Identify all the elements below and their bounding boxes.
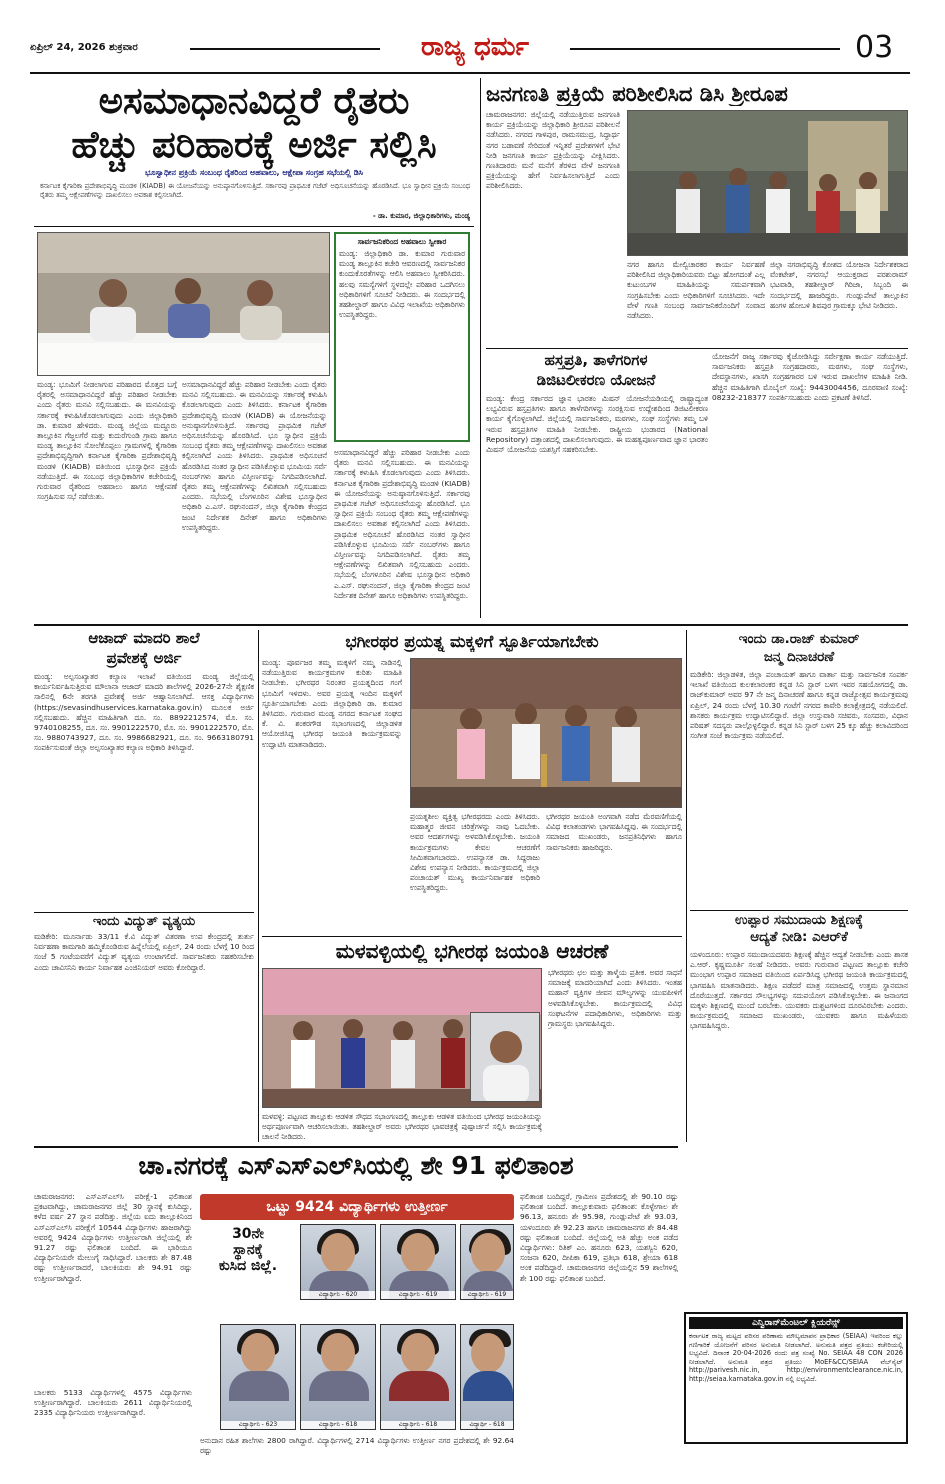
power-headline: ಇಂದು ವಿದ್ಯುತ್ ವ್ಯತ್ಯಯ [34, 912, 254, 930]
lead-headline-line-1: ಅಸಮಾಧಾನವಿದ್ದರೆ ರೈತರು [98, 79, 410, 122]
ad-text: ಕರ್ನಾಟಕ ರಾಜ್ಯ ಮಟ್ಟದ ಪರಿಸರ ಪರಿಣಾಮ ಮೌಲ್ಯಮಾಪನ ಪ್ರಾಧಿಕಾರ (SEIAA) ಇವರಿಂದ ಕಲ್ಲು ಗಣಿಗಾರಿಕೆ ಯೋಜನೆಗೆ ಪರಿಸರ ಅನುಮತಿ ನೀಡಲಾಗಿದೆ. ಅನುಮತಿ ಪತ್ರದ ಪ್ರತಿಯು ಕಚೇರಿಯಲ್ಲಿ ಲಭ್ಯವಿದೆ. ದಿನಾಂಕ 20-04-2026 ರಂದು ಪತ್ರ ಸಂಖ್ಯೆ No. SEIAA 48 CON 2026 ನೀಡಲಾಗಿದೆ. ಅನುಮತಿ ಪತ್ರದ ಪ್ರತಿಯು MoEF&CC/SEIAA ವೆಬ್‌ಸೈಟ್ http://parivesh.nic.in, http://environmentclearance.nic.in, http://seiaa.karnataka.gov.in ನಲ್ಲಿ ಲಭ್ಯವಿದೆ. [689, 1332, 903, 1383]
sslc-col-1b: ಬಾಲಕರು 5133 ವಿದ್ಯಾರ್ಥಿಗಳಲ್ಲಿ 4575 ವಿದ್ಯಾರ್ಥಿಗಳು ಉತ್ತೀರ್ಣರಾಗಿದ್ದಾರೆ. ಬಾಲಕಿಯರು 2611 ವಿದ್ಯಾರ್ಥಿನಿಯರಲ್ಲಿ 2335 ವಿದ್ಯಾರ್ಥಿನಿಯರು ಉತ್ತೀರ್ಣರಾಗಿದ್ದಾರೆ. [34, 1388, 192, 1418]
census-photo [627, 110, 908, 256]
sslc-rank-line-1: 30ನೇ [232, 1226, 264, 1242]
header-rule-left [190, 48, 380, 50]
student-photo: ವಿದ್ಯಾರ್ಥಿ - 618 [460, 1324, 514, 1430]
azad-divider [258, 630, 259, 1142]
lead-subhead: ಭೂಸ್ವಾಧೀನ ಪ್ರಕ್ರಿಯೆ ಸಂಬಂಧ ರೈತರಿಂದ ಅಹವಾಲು, ಆಕ್ಷೇಪಾ ಸಂಗ್ರಹ ಸಭೆಯಲ್ಲಿ ಡಿಸಿ [144, 168, 364, 177]
sslc-bottom-note: ಅನುದಾನ ರಹಿತ ಶಾಲೆಗಳು 2800 ರಾಗಿದ್ದಾರೆ. ವಿದ್ಯಾರ್ಥಿಗಳಲ್ಲಿ 2714 ವಿದ್ಯಾರ್ಥಿಗಳು ಉತ್ತೀರ್ಣ ನಗರ ಪ್ರದೇಶದಲ್ಲಿ ಶೇ 92.64 ರಷ್ಟು [200, 1436, 514, 1456]
sidebar-box-title: ಸಾರ್ವಜನಿಕರಿಂದ ಅಹವಾಲು ಸ್ವೀಕಾರ [357, 237, 447, 246]
lead-col-3: ಅಸಮಾಧಾನವಿದ್ದರೆ ಹೆಚ್ಚು ಪರಿಹಾರ ನೀಡಬೇಕು ಎಂದು ರೈತರು ಮನವಿ ಸಲ್ಲಿಸಬಹುದು. ಈ ಮನವಿಯನ್ನು ಸರ್ಕಾರಕ್ಕೆ ಕಳುಹಿಸಿ ಕೊಡಲಾಗುವುದು ಎಂದು ತಿಳಿಸಿದರು. ಕರ್ನಾಟಕ ಕೈಗಾರಿಕಾ ಪ್ರದೇಶಾಭಿವೃದ್ಧಿ ಮಂಡಳಿ (KIADB) ಈ ಯೋಜನೆಯನ್ನು ಅನುಷ್ಠಾನಗೊಳಿಸುತ್ತಿದೆ. ಸರ್ಕಾರವು ಪ್ರಾಥಮಿಕ ಗಜೆಟ್ ಅಧಿಸೂಚನೆಯನ್ನು ಹೊರಡಿಸಿದೆ. ಭೂ ಸ್ವಾಧೀನ ಪ್ರಕ್ರಿಯೆ ಸಂಬಂಧ ರೈತರು ತಮ್ಮ ಆಕ್ಷೇಪಣೆಗಳನ್ನು ದಾಖಲಿಸಲು ಅವಕಾಶ ಕಲ್ಪಿಸಲಾಗಿದೆ ಎಂದು ತಿಳಿಸಿದರು. ಪ್ರಾಥಮಿಕ ಅಧಿಸೂಚನೆ ಹೊರಡಿಸಿದ ನಂತರ ಸ್ವಾಧೀನ ಪಡಿಸಿಕೊಳ್ಳುವ ಭೂಮಿಯ ಸರ್ವೆ ನಂಬರ್‌ಗಳು ಹಾಗೂ ವಿಸ್ತೀರ್ಣವನ್ನು ನಿಗದಿಪಡಿಸಲಾಗಿದೆ. ರೈತರು ತಮ್ಮ ಆಕ್ಷೇಪಣೆಗಳನ್ನು ಲಿಖಿತವಾಗಿ ಸಲ್ಲಿಸಬಹುದು ಎಂದರು. ಸಭೆಯಲ್ಲಿ ಬೆಂಗಳೂರಿನ ವಿಶೇಷ ಭೂಸ್ವಾಧೀನ ಅಧಿಕಾರಿ ಎ.ಎಸ್. ರಘುನಂದನ್, ಜಿಲ್ಲಾ ಕೈಗಾರಿಕಾ ಕೇಂದ್ರದ ಜಂಟಿ ನಿರ್ದೇಶಕ ದಿನೇಶ್ ಹಾಗೂ ಅಧಿಕಾರಿಗಳು ಉಪಸ್ಥಿತರಿದ್ದರು. [334, 448, 470, 600]
sslc-rank-line-2: ಸ್ಥಾನಕ್ಕೆ [233, 1242, 263, 1258]
right-column-divider [686, 630, 687, 1142]
azad-text: ಮಂಡ್ಯ: ಅಲ್ಪಸಂಖ್ಯಾತರ ಕಲ್ಯಾಣ ಇಲಾಖೆ ವತಿಯಿಂದ ಮಂಡ್ಯ ಜಿಲ್ಲೆಯಲ್ಲಿ ಕಾರ್ಯನಿರ್ವಹಿಸುತ್ತಿರುವ ಮೌಲಾನಾ ಆಜಾದ್ ಮಾದರಿ ಶಾಲೆಗಳಲ್ಲಿ 2026-27ನೇ ಶೈಕ್ಷಣಿಕ ಸಾಲಿನಲ್ಲಿ 6ನೇ ತರಗತಿ ಪ್ರವೇಶಕ್ಕೆ ಅರ್ಜಿ ಆಹ್ವಾನಿಸಲಾಗಿದೆ. ಆಸಕ್ತ ವಿದ್ಯಾರ್ಥಿಗಳು (https://sevasindhuservices.karnataka.gov.in) ಮೂಲಕ ಅರ್ಜಿ ಸಲ್ಲಿಸಬಹುದು. ಹೆಚ್ಚಿನ ಮಾಹಿತಿಗಾಗಿ ದೂ. ಸಂ. 8892212574, ಮೊ. ಸಂ. 9740108255, ದೂ. ಸಂ. 9901222570, ಮೊ. ಸಂ. 9901222570, ಮೊ. ಸಂ. 9880743927, ದೂ. ಸಂ. 9986682921, ದೂ. ಸಂ. 9663180791 ಸಂಪರ್ಕಿಸುವಂತೆ ಜಿಲ್ಲಾ ಅಲ್ಪಸಂಖ್ಯಾತರ ಕಲ್ಯಾಣ ಅಧಿಕಾರಿ ತಿಳಿಸಿದ್ದಾರೆ. [34, 672, 254, 753]
malavalli-inset-illustration [471, 1013, 540, 1102]
sslc-student-grid [200, 1224, 514, 1434]
uppara-headline-1: ಉಪ್ಪಾರ ಸಮುದಾಯ ಶಿಕ್ಷಣಕ್ಕೆ [690, 910, 908, 929]
bhagiratha-col-1: ಮಂಡ್ಯ: ಪೂರ್ವಜರ ತಮ್ಮ ಮಕ್ಕಳಿಗೆ ನಮ್ಮ ನಾಡಿನಲ್ಲಿ ನಡೆಯುತ್ತಿರುವ ಕಾರ್ಯಕ್ರಮಗಳ ಕುರಿತು ಮಾಹಿತಿ ನೀಡಬೇಕು. ಭಗೀರಥರ ನಿರಂತರ ಪ್ರಯತ್ನದಿಂದ ಗಂಗೆ ಭೂಮಿಗೆ ಇಳಿದಳು. ಅವರ ಪ್ರಯತ್ನ ಇಂದಿನ ಮಕ್ಕಳಿಗೆ ಸ್ಫೂರ್ತಿಯಾಗಬೇಕು ಎಂದು ಜಿಲ್ಲಾಧಿಕಾರಿ ಡಾ. ಕುಮಾರ ತಿಳಿಸಿದರು. ಗುರುವಾರ ಮಂಡ್ಯ ನಗರದ ಕರ್ನಾಟಕ ಸಂಘದ ಕೆ. ವಿ. ಶಂಕರಗೌಡ ಸಭಾಂಗಣದಲ್ಲಿ ಜಿಲ್ಲಾಡಳಿತ ಆಯೋಜಿಸಿದ್ದ ಭಗೀರಥ ಜಯಂತಿ ಕಾರ್ಯಕ್ರಮವನ್ನು ಉದ್ಘಾಟಿಸಿ ಮಾತನಾಡಿದರು. [262, 658, 402, 749]
student-photo: ವಿದ್ಯಾರ್ಥಿನಿ - 618 [380, 1324, 456, 1430]
page-number: 03 [855, 30, 894, 65]
header-rule-right [570, 48, 840, 50]
lead-quote: ಕರ್ನಾಟಕ ಕೈಗಾರಿಕಾ ಪ್ರದೇಶಾಭಿವೃದ್ಧಿ ಮಂಡಳಿ (KIADB) ಈ ಯೋಜನೆಯನ್ನು ಅನುಷ್ಠಾನಗೊಳಿಸುತ್ತಿದೆ. ಸರ್ಕಾರವು ಪ್ರಾಥಮಿಕ ಗಜೆಟ್ ಅಧಿಸೂಚನೆಯನ್ನು ಹೊರಡಿಸಿದೆ. ಭೂ ಸ್ವಾಧೀನ ಪ್ರಕ್ರಿಯೆ ಸಂಬಂಧ ರೈತರು ತಮ್ಮ ಆಕ್ಷೇಪಣೆಗಳನ್ನು ದಾಖಲಿಸಲು ಅವಕಾಶ ಕಲ್ಪಿಸಲಾಗಿದೆ. [40, 182, 470, 199]
rajkumar-headline-1: ಇಂದು ಡಾ.ರಾಜ್ ಕುಮಾರ್ [738, 631, 860, 647]
student-photo: ವಿದ್ಯಾರ್ಥಿನಿ - 623 [220, 1324, 296, 1430]
census-illustration [628, 111, 908, 256]
malavalli-inset-photo [470, 1012, 540, 1102]
census-bottom-rule [486, 348, 908, 349]
azad-headline-1: ಆಜಾದ್ ಮಾದರಿ ಶಾಲೆ [88, 629, 200, 647]
lead-headline-line-2: ಹೆಚ್ಚು ಪರಿಹಾರಕ್ಕೆ ಅರ್ಜಿ ಸಲ್ಲಿಸಿ [71, 123, 437, 166]
malavalli-headline: ಮಳವಳ್ಳಿಯಲ್ಲಿ ಭಗೀರಥ ಜಯಂತಿ ಆಚರಣೆ [335, 940, 609, 963]
manuscript-col-2: ಯೋಜನೆಗೆ ರಾಜ್ಯ ಸರ್ಕಾರವು ಕೈಜೋಡಿಸಿದ್ದು ಸರ್ವೇಕ್ಷಣಾ ಕಾರ್ಯ ನಡೆಯುತ್ತಿದೆ. ಸಾರ್ವಜನಿಕರು ಹಸ್ತಪ್ರತಿ ಸಂಗ್ರಹದಾರರು, ಮಠಗಳು, ಸಂಘ ಸಂಸ್ಥೆಗಳು, ದೇವಸ್ಥಾನಗಳು, ಖಾಸಗಿ ಸಂಗ್ರಹಗಾರರ ಬಳಿ ಇರುವ ದಾಖಲೆಗಳ ಮಾಹಿತಿ ನೀಡಿ. ಹೆಚ್ಚಿನ ಮಾಹಿತಿಗಾಗಿ ಮೊಬೈಲ್ ಸಂಖ್ಯೆ: 9443004456, ದೂರವಾಣಿ ಸಂಖ್ಯೆ: 08232-218377 ಸಂಪರ್ಕಿಸಬಹುದು ಎಂದು ಪ್ರಕಟಣೆ ತಿಳಿಸಿದೆ. [712, 352, 908, 402]
student-photo: ವಿದ್ಯಾರ್ಥಿನಿ - 620 [300, 1224, 376, 1300]
lead-divider [34, 226, 474, 227]
power-text: ಮಡಿಕೇರಿ: ಮೂರ್ನಾಡು 33/11 ಕೆ.ವಿ ವಿದ್ಯುತ್ ವಿತರಣಾ ಉಪ ಕೇಂದ್ರದಲ್ಲಿ ತುರ್ತು ನಿರ್ವಹಣಾ ಕಾಮಗಾರಿ ಹಮ್ಮಿಕೊಂಡಿರುವ ಹಿನ್ನೆಲೆಯಲ್ಲಿ ಏಪ್ರಿಲ್, 24 ರಂದು ಬೆಳಗ್ಗೆ 10 ರಿಂದ ಸಂಜೆ 5 ಗಂಟೆಯವರೆಗೆ ವಿದ್ಯುತ್ ವ್ಯತ್ಯಯ ಉಂಟಾಗಲಿದೆ. ಸಾರ್ವಜನಿಕರು ಸಹಕರಿಸಬೇಕು ಎಂದು ಚಾವಿಸನಿನಿ ಕಾರ್ಯ ನಿರ್ವಾಹಕ ಎಂಜಿನಿಯರ್ ಅವರು ಕೋರಿದ್ದಾರೆ. [34, 932, 254, 972]
manuscript-headline-2: ಡಿಜಿಟಲೀಕರಣ ಯೋಜನೆ [536, 371, 656, 389]
malavalli-col-2: ಭಗೀರಥರು ಛಲ ಮತ್ತು ತಾಳ್ಮೆಯ ಪ್ರತೀಕ. ಅವರ ಸಾಧನೆ ಸಮಾಜಕ್ಕೆ ಮಾದರಿಯಾಗಿದೆ ಎಂದು ತಿಳಿಸಿದರು. ಇಂತಹ ಮಹಾನ್ ವ್ಯಕ್ತಿಗಳ ಜೀವನ ಮೌಲ್ಯಗಳನ್ನು ಯುವಪೀಳಿಗೆ ಅಳವಡಿಸಿಕೊಳ್ಳಬೇಕು. ಕಾರ್ಯಕ್ರಮದಲ್ಲಿ ವಿವಿಧ ಸಂಘಟನೆಗಳ ಪದಾಧಿಕಾರಿಗಳು, ಅಧಿಕಾರಿಗಳು ಮತ್ತು ಗ್ರಾಮಸ್ಥರು ಭಾಗವಹಿಸಿದ್ದರು. [548, 968, 682, 1029]
census-col-3: ಜಿಲ್ಲಾ ನಗರಾಭಿವೃದ್ಧಿ ಕೋಶದ ಯೋಜನಾ ನಿರ್ದೇಶಕರಾದ ವೆಂಕಟೇಶ್, ನಗರಸಭೆ ಆಯುಕ್ತರಾದ ಪರಶುರಾಮ್ ಭಟವಾಡಿ, ತಹಶೀಲ್ದಾರ್ ಗಿರಿಜಾ, ಸಿಬ್ಬಂದಿ ಈ ಸಂದರ್ಭದಲ್ಲಿ ಹಾಜರಿದ್ದರು. ಗುಂಡ್ಲುಪೇಟೆ ತಾಲ್ಲೂಕಿನ ಹಂಗಳ ಹೋಬಳಿ ಶಿವಪುರ ಗ್ರಾಮಕ್ಕೂ ಭೇಟಿ ನೀಡಿದರು. [770, 260, 908, 310]
mid-rule [34, 624, 908, 626]
census-divider [480, 78, 481, 618]
sslc-banner-text: ಒಟ್ಟು 9424 ವಿದ್ಯಾರ್ಥಿಗಳು ಉತ್ತೀರ್ಣ [266, 1199, 448, 1215]
lead-meeting-photo [37, 232, 330, 376]
student-photo: ವಿದ್ಯಾರ್ಥಿನಿ - 619 [380, 1224, 456, 1300]
manuscript-headline-1: ಹಸ್ತಪ್ರತಿ, ತಾಳೆಗರಿಗಳ [544, 351, 648, 369]
rajkumar-headline-2: ಜನ್ಮ ದಿನಾಚರಣೆ [763, 649, 835, 665]
lead-col-1: ಮಂಡ್ಯ: ಭೂಮಿಗೆ ನೀಡಲಾಗುವ ಪರಿಹಾರದ ಮೊತ್ತದ ಬಗ್ಗೆ ರೈತರಲ್ಲಿ ಅಸಮಾಧಾನವಿದ್ದರೆ ಹೆಚ್ಚು ಪರಿಹಾರ ನೀಡಬೇಕು ಎಂದು ರೈತರು ಮನವಿ ಸಲ್ಲಿಸಬಹುದು. ಈ ಮನವಿಯನ್ನು ಸರ್ಕಾರಕ್ಕೆ ಕಳುಹಿಸಿಕೊಡಲಾಗುವುದು ಎಂದು ಜಿಲ್ಲಾಧಿಕಾರಿ ಡಾ. ಕುಮಾರ ಹೇಳಿದರು. ಮಂಡ್ಯ ಜಿಲ್ಲೆಯ ಮದ್ದೂರು ತಾಲ್ಲೂಕಿನ ಗೆಜ್ಜಲಗೆರೆ ಮತ್ತು ಕುದುರೆಗುಂಡಿ ಗ್ರಾಮ ಹಾಗೂ ಮಂಡ್ಯ ತಾಲ್ಲೂಕಿನ ಸೋಲೆಕೊಪ್ಪಲು ಗ್ರಾಮಗಳಲ್ಲಿ ಕೈಗಾರಿಕಾ ಪ್ರದೇಶಾಭಿವೃದ್ಧಿಗಾಗಿ ಕರ್ನಾಟಕ ಕೈಗಾರಿಕಾ ಪ್ರದೇಶಾಭಿವೃದ್ಧಿ ಮಂಡಳಿ (KIADB) ವತಿಯಿಂದ ಭೂಸ್ವಾಧೀನ ಪ್ರಕ್ರಿಯೆ ನಡೆಯುತ್ತಿದೆ. ಈ ಸಂಬಂಧ ಜಿಲ್ಲಾಧಿಕಾರಿಗಳ ಕಚೇರಿಯಲ್ಲಿ ಗುರುವಾರ ರೈತರಿಂದ ಅಹವಾಲು ಹಾಗೂ ಆಕ್ಷೇಪಣೆ ಸಂಗ್ರಹಿಸುವ ಸಭೆ ನಡೆಯಿತು. [37, 380, 177, 502]
malavalli-top-rule [262, 936, 682, 937]
rajkumar-text: ಮಡಿಕೇರಿ: ಜಿಲ್ಲಾಡಳಿತ, ಜಿಲ್ಲಾ ಪಂಚಾಯತ್ ಹಾಗೂ ವಾರ್ತಾ ಮತ್ತು ಸಾರ್ವಜನಿಕ ಸಂಪರ್ಕ ಇಲಾಖೆ ವತಿಯಿಂದ ಕುಲಕಲಾರಂಕರ ಕನ್ನಡ ಸಿನಿ ಸ್ಟಾರ್ ಬಳಗ ಇವರ ಸಹಯೋಗದಲ್ಲಿ ಡಾ. ರಾಜ್‌ಕುಮಾರ್ ಅವರ 97 ನೇ ಜನ್ಮ ದಿನಾಚರಣೆ ಹಾಗೂ ಕನ್ನಡ ರಾಜ್ಯೋತ್ಸವ ಕಾರ್ಯಕ್ರಮವು ಏಪ್ರಿಲ್, 24 ರಂದು ಬೆಳಗ್ಗೆ 10.30 ಗಂಟೆಗೆ ನಗರದ ಕಾವೇರಿ ಕಲಾಕ್ಷೇತ್ರದಲ್ಲಿ ನಡೆಯಲಿದೆ. ಶಾಸಕರು ಕಾರ್ಯಕ್ರಮ ಉದ್ಘಾಟಿಸಲಿದ್ದಾರೆ. ಜಿಲ್ಲಾ ಉಸ್ತುವಾರಿ ಸಚಿವರು, ಸಂಸದರು, ವಿಧಾನ ಪರಿಷತ್ ಸದಸ್ಯರು ಪಾಲ್ಗೊಳ್ಳಲಿದ್ದಾರೆ. ಕನ್ನಡ ಸಿನಿ ಸ್ಟಾರ್ ಬಳಗ 25 ಕ್ಕೂ ಹೆಚ್ಚು ಕಲಾವಿದರಿಂದ ಸಂಗೀತ ಸಂಜೆ ಕಾರ್ಯಕ್ರಮ ನಡೆಯಲಿದೆ. [690, 670, 908, 741]
uppara-text: ಯಳಂದೂರು: ಉಪ್ಪಾರ ಸಮುದಾಯದವರು ಶಿಕ್ಷಣಕ್ಕೆ ಹೆಚ್ಚಿನ ಆದ್ಯತೆ ನೀಡಬೇಕು ಎಂದು ಶಾಸಕ ಎ.ಆರ್. ಕೃಷ್ಣಮೂರ್ತಿ ಸಲಹೆ ನೀಡಿದರು. ಅವರು ಗುರುವಾರ ಪಟ್ಟಣದ ತಾಲ್ಲೂಕು ಕಚೇರಿ ಮುಂಭಾಗ ಉಪ್ಪಾರ ಸಮಾಜದ ವತಿಯಿಂದ ಏರ್ಪಡಿಸಿದ್ದ ಭಗೀರಥ ಜಯಂತಿ ಕಾರ್ಯಕ್ರಮದಲ್ಲಿ ಭಾಗವಹಿಸಿ ಮಾತನಾಡಿದರು. ಶಿಕ್ಷಣ ಪಡೆದರೆ ಮಾತ್ರ ಸಮಾಜದಲ್ಲಿ ಉತ್ತಮ ಸ್ಥಾನಮಾನ ದೊರೆಯುತ್ತದೆ. ಸರ್ಕಾರದ ಸೌಲಭ್ಯಗಳನ್ನು ಸದುಪಯೋಗ ಪಡಿಸಿಕೊಳ್ಳಬೇಕು. ಈ ಜನಾಂಗದ ಮಕ್ಕಳು ಶಿಕ್ಷಣದಲ್ಲಿ ಮುಂದೆ ಬರಬೇಕು. ಯುವಕರು ದುಶ್ಚಟಗಳಿಂದ ದೂರವಿರಬೇಕು ಎಂದರು. ಕಾರ್ಯಕ್ರಮದಲ್ಲಿ ಸಮಾಜದ ಮುಖಂಡರು, ಯುವಕರು ಹಾಗೂ ಮಹಿಳೆಯರು ಭಾಗವಹಿಸಿದ್ದರು. [690, 950, 908, 1031]
sslc-rank-line-3: ಕುಸಿದ ಜಿಲ್ಲೆ. [218, 1258, 278, 1274]
sslc-top-rule [34, 1146, 678, 1148]
bhagiratha-illustration [411, 659, 682, 808]
bhagiratha-col-2: ಪ್ರಯತ್ನಶೀಲ ವ್ಯಕ್ತಿತ್ವ ಭಗೀರಥರದು ಎಂದು ತಿಳಿಸಿದರು. ಮಹಾತ್ಮರ ಜೀವನ ಚರಿತ್ರೆಗಳನ್ನು ನಾವು ಓದಬೇಕು. ಅವರ ಆದರ್ಶಗಳನ್ನು ಅಳವಡಿಸಿಕೊಳ್ಳಬೇಕು. ಜಯಂತಿ ಕಾರ್ಯಕ್ರಮಗಳು ಕೇವಲ ಆಚರಣೆಗೆ ಸೀಮಿತವಾಗಬಾರದು. ಉಪನ್ಯಾಸಕ ಡಾ. ಸಿದ್ದರಾಜು ವಿಶೇಷ ಉಪನ್ಯಾಸ ನೀಡಿದರು. ಕಾರ್ಯಕ್ರಮದಲ್ಲಿ ಜಿಲ್ಲಾ ಪಂಚಾಯತ್ ಮುಖ್ಯ ಕಾರ್ಯನಿರ್ವಾಹಕ ಅಧಿಕಾರಿ ಉಪಸ್ಥಿತರಿದ್ದರು. [410, 812, 540, 893]
uppara-headline-2: ಆದ್ಯತೆ ನೀಡಿ: ಎಆರ್‌ಕೆ [750, 929, 848, 945]
census-col-1: ಚಾಮರಾಜನಗರ: ಜಿಲ್ಲೆಯಲ್ಲಿ ನಡೆಯುತ್ತಿರುವ ಜನಗಣತಿ ಕಾರ್ಯ ಪ್ರಕ್ರಿಯೆಯನ್ನು ಜಿಲ್ಲಾಧಿಕಾರಿ ಶ್ರೀರೂಪ ಪರಿಶೀಲನೆ ನಡೆಸಿದರು. ನಗರದ ಗಾಳಿಪುರ, ರಾಮಸಮುದ್ರ, ಸಿದ್ಧಾರ್ಥ ನಗರ ಬಡಾವಣೆ ಸೇರಿದಂತೆ ಇನ್ನಿತರೆ ಪ್ರದೇಶಗಳಿಗೆ ಭೇಟಿ ನೀಡಿ ಜನಗಣತಿ ಕಾರ್ಯ ಪ್ರಕ್ರಿಯೆಯನ್ನು ವೀಕ್ಷಿಸಿದರು. ಗಣತಿದಾರರು ಮನೆ ಮನೆಗೆ ತೆರಳಿದ ವೇಳೆ ಜನಗಣತಿ ಪ್ರಕ್ರಿಯೆಯನ್ನು ಹೇಗೆ ನಿರ್ವಹಿಸಲಾಗುತ್ತಿದೆ ಎಂದು ಪರಿಶೀಲಿಸಿದರು. [486, 110, 620, 191]
sidebar-box [334, 232, 470, 442]
lead-col-2: ಅಸಮಾಧಾನವಿದ್ದರೆ ಹೆಚ್ಚು ಪರಿಹಾರ ನೀಡಬೇಕು ಎಂದು ರೈತರು ಮನವಿ ಸಲ್ಲಿಸಬಹುದು. ಈ ಮನವಿಯನ್ನು ಸರ್ಕಾರಕ್ಕೆ ಕಳುಹಿಸಿ ಕೊಡಲಾಗುವುದು ಎಂದು ತಿಳಿಸಿದರು. ಕರ್ನಾಟಕ ಕೈಗಾರಿಕಾ ಪ್ರದೇಶಾಭಿವೃದ್ಧಿ ಮಂಡಳಿ (KIADB) ಈ ಯೋಜನೆಯನ್ನು ಅನುಷ್ಠಾನಗೊಳಿಸುತ್ತಿದೆ. ಸರ್ಕಾರವು ಪ್ರಾಥಮಿಕ ಗಜೆಟ್ ಅಧಿಸೂಚನೆಯನ್ನು ಹೊರಡಿಸಿದೆ. ಭೂ ಸ್ವಾಧೀನ ಪ್ರಕ್ರಿಯೆ ಸಂಬಂಧ ರೈತರು ತಮ್ಮ ಆಕ್ಷೇಪಣೆಗಳನ್ನು ದಾಖಲಿಸಲು ಅವಕಾಶ ಕಲ್ಪಿಸಲಾಗಿದೆ ಎಂದು ತಿಳಿಸಿದರು. ಪ್ರಾಥಮಿಕ ಅಧಿಸೂಚನೆ ಹೊರಡಿಸಿದ ನಂತರ ಸ್ವಾಧೀನ ಪಡಿಸಿಕೊಳ್ಳುವ ಭೂಮಿಯ ಸರ್ವೆ ನಂಬರ್‌ಗಳು ಹಾಗೂ ವಿಸ್ತೀರ್ಣವನ್ನು ನಿಗದಿಪಡಿಸಲಾಗಿದೆ. ರೈತರು ತಮ್ಮ ಆಕ್ಷೇಪಣೆಗಳನ್ನು ಲಿಖಿತವಾಗಿ ಸಲ್ಲಿಸಬಹುದು ಎಂದರು. ಸಭೆಯಲ್ಲಿ ಬೆಂಗಳೂರಿನ ವಿಶೇಷ ಭೂಸ್ವಾಧೀನ ಅಧಿಕಾರಿ ಎ.ಎಸ್. ರಘುನಂದನ್, ಜಿಲ್ಲಾ ಕೈಗಾರಿಕಾ ಕೇಂದ್ರದ ಜಂಟಿ ನಿರ್ದೇಶಕ ದಿನೇಶ್ ಹಾಗೂ ಅಧಿಕಾರಿಗಳು ಉಪಸ್ಥಿತರಿದ್ದರು. [182, 380, 327, 532]
header-bottom-rule [30, 72, 910, 74]
census-col-2: ನಗರ ಹಾಗೂ ಮೇಲ್ವಿಚಾರಕರ ಕಾರ್ಯ ನಿರ್ವಹಣೆ ಪರಿಶೀಲಿಸಿದ ಜಿಲ್ಲಾಧಿಕಾರಿಯವರು ಬಿಟ್ಟು ಹೋಗದಂತೆ ಎಲ್ಲ ಕುಟುಂಬಗಳ ಮಾಹಿತಿಯನ್ನು ಸಮರ್ಪಕವಾಗಿ ಸಂಗ್ರಹಿಸಬೇಕು ಎಂದು ಅಧಿಕಾರಿಗಳಿಗೆ ಸೂಚಿಸಿದರು. ಇದೇ ವೇಳೆ ಗಣತಿ ಸಂಬಂಧ ಸಾರ್ವಜನಿಕರೊಂದಿಗೆ ಸಂವಾದ ನಡೆಸಿದರು. [627, 260, 765, 321]
azad-headline-2: ಪ್ರವೇಶಕ್ಕೆ ಅರ್ಜಿ [106, 649, 182, 667]
masthead: ರಾಜ್ಯ ಧರ್ಮ [420, 32, 530, 62]
environmental-clearance-ad [684, 1312, 908, 1444]
sslc-banner [200, 1194, 514, 1220]
sidebar-box-text: ಮಂಡ್ಯ: ಜಿಲ್ಲಾಧಿಕಾರಿ ಡಾ. ಕುಮಾರ ಗುರುವಾರ ಮಂಡ್ಯ ತಾಲ್ಲೂಕಿನ ಕಚೇರಿ ಆವರಣದಲ್ಲಿ ಸಾರ್ವಜನಿಕರ ಕುಂದುಕೊರತೆಗಳನ್ನು ಆಲಿಸಿ ಅಹವಾಲು ಸ್ವೀಕರಿಸಿದರು. ಹಲವು ಸಮಸ್ಯೆಗಳಿಗೆ ಸ್ಥಳದಲ್ಲೇ ಪರಿಹಾರ ಒದಗಿಸಲು ಅಧಿಕಾರಿಗಳಿಗೆ ಸೂಚನೆ ನೀಡಿದರು. ಈ ಸಂದರ್ಭದಲ್ಲಿ ತಹಶೀಲ್ದಾರ್ ಹಾಗೂ ವಿವಿಧ ಇಲಾಖೆಯ ಅಧಿಕಾರಿಗಳು ಉಪಸ್ಥಿತರಿದ್ದರು. [339, 249, 465, 320]
ad-title: ಎನ್ವಿರಾನ್‌ಮೆಂಟಲ್ ಕ್ಲಿಯರೆನ್ಸ್ [689, 1317, 903, 1329]
bhagiratha-headline: ಭಗೀರಥರ ಪ್ರಯತ್ನ ಮಕ್ಕಳಿಗೆ ಸ್ಫೂರ್ತಿಯಾಗಬೇಕು [345, 633, 599, 651]
census-headline: ಜನಗಣತಿ ಪ್ರಕ್ರಿಯೆ ಪರಿಶೀಲಿಸಿದ ಡಿಸಿ ಶ್ರೀರೂಪ [486, 82, 788, 106]
sslc-col-1: ಚಾಮರಾಜನಗರ: ಎಸ್‌ಎಸ್‌ಎಲ್‌ಸಿ ಪರೀಕ್ಷೆ-1 ಫಲಿತಾಂಶ ಪ್ರಕಟವಾಗಿದ್ದು, ಚಾಮರಾಜನಗರ ಜಿಲ್ಲೆ 30 ಸ್ಥಾನಕ್ಕೆ ಕುಸಿದಿದ್ದು, ಕಳೆದ ವರ್ಷ 27 ಸ್ಥಾನ ಪಡೆದಿತ್ತು. ಜಿಲ್ಲೆಯ ಐದು ತಾಲ್ಲೂಕಿನಿಂದ ಎಸ್‌ಎಸ್‌ಎಲ್‌ಸಿ ಪರೀಕ್ಷೆಗೆ 10544 ವಿದ್ಯಾರ್ಥಿಗಳು ಹಾಜರಾಗಿದ್ದು ಅವರಲ್ಲಿ 9424 ವಿದ್ಯಾರ್ಥಿಗಳು ಉತ್ತೀರ್ಣರಾಗಿ ಜಿಲ್ಲೆಯಲ್ಲಿ ಶೇ 91.27 ರಷ್ಟು ಫಲಿತಾಂಶ ಬಂದಿದೆ. ಈ ಭಾರಿಯೂ ವಿದ್ಯಾರ್ಥಿನಿಯರೇ ಮೇಲುಗೈ ಸಾಧಿಸಿದ್ದಾರೆ. ಬಾಲಕರು ಶೇ 87.48 ರಷ್ಟು ಉತ್ತೀರ್ಣರಾದರೆ, ಬಾಲಕಿಯರು ಶೇ 94.91 ರಷ್ಟು ಉತ್ತೀರ್ಣರಾಗಿದ್ದಾರೆ. [34, 1192, 192, 1283]
student-photo: ವಿದ್ಯಾರ್ಥಿನಿ - 618 [300, 1324, 376, 1430]
bhagiratha-col-3: ಭಗೀರಥರ ಜಯಂತಿ ಅಂಗವಾಗಿ ನಡೆದ ಮೆರವಣಿಗೆಯಲ್ಲಿ ವಿವಿಧ ಕಲಾತಂಡಗಳು ಭಾಗವಹಿಸಿದ್ದವು. ಈ ಸಂದರ್ಭದಲ್ಲಿ ಸಮಾಜದ ಮುಖಂಡರು, ಜನಪ್ರತಿನಿಧಿಗಳು ಹಾಗೂ ಸಾರ್ವಜನಿಕರು ಹಾಜರಿದ್ದರು. [546, 812, 682, 852]
sslc-headline: ಚಾ.ನಗರಕ್ಕೆ ಎಸ್‌ಎಸ್‌ಎಲ್‌ಸಿಯಲ್ಲಿ ಶೇ 91 ಫಲಿತಾಂಶ [138, 1152, 574, 1180]
bhagiratha-photo [410, 658, 682, 808]
sslc-col-3: ಫಲಿತಾಂಶ ಬಂದಿದ್ದರೆ, ಗ್ರಾಮೀಣ ಪ್ರದೇಶದಲ್ಲಿ ಶೇ 90.10 ರಷ್ಟು ಫಲಿತಾಂಶ ಬಂದಿದೆ. ತಾಲ್ಲೂಕುವಾರು ಫಲಿತಾಂಶ: ಕೊಳ್ಳೇಗಾಲ ಶೇ 96.13, ಹನೂರು ಶೇ 95.98, ಗುಂಡ್ಲುಪೇಟೆ ಶೇ 93.03, ಯಳಂದೂರು ಶೇ 92.23 ಹಾಗೂ ಚಾಮರಾಜನಗರ ಶೇ 84.48 ರಷ್ಟು ಫಲಿತಾಂಶ ಬಂದಿದೆ. ಜಿಲ್ಲೆಯಲ್ಲಿ ಅತಿ ಹೆಚ್ಚು ಅಂಕ ಪಡೆದ ವಿದ್ಯಾರ್ಥಿಗಳು: ರಿತಿಕ್ ಎಂ. ಹನೂರು 623, ಯಶಸ್ವಿನಿ 620, ಸಂಜನಾ 620, ದೀಪಿಕಾ 619, ಪ್ರತಿಭಾ 618, ಶ್ರೇಯಾ 618 ಅಂಕ ಪಡೆದಿದ್ದಾರೆ. ಚಾಮರಾಜನಗರ ಜಿಲ್ಲೆಯಲ್ಲಿನ 59 ಶಾಲೆಗಳಲ್ಲಿ ಶೇ 100 ರಷ್ಟು ಫಲಿತಾಂಶ ಬಂದಿದೆ. [520, 1192, 678, 1283]
meeting-illustration [38, 233, 330, 376]
malavalli-col-1: ಮಳವಳ್ಳಿ: ಪಟ್ಟಣದ ತಾಲ್ಲೂಕು ಆಡಳಿತ ಸೌಧದ ಸಭಾಂಗಣದಲ್ಲಿ ತಾಲ್ಲೂಕು ಆಡಳಿತ ವತಿಯಿಂದ ಭಗೀರಥ ಜಯಂತಿಯನ್ನು ಅರ್ಥಪೂರ್ಣವಾಗಿ ಆಚರಿಸಲಾಯಿತು. ತಹಶೀಲ್ದಾರ್ ಅವರು ಭಗೀರಥರ ಭಾವಚಿತ್ರಕ್ಕೆ ಪುಷ್ಪಾರ್ಚನೆ ಸಲ್ಲಿಸಿ ಕಾರ್ಯಕ್ರಮಕ್ಕೆ ಚಾಲನೆ ನೀಡಿದರು. [262, 1112, 542, 1142]
student-photo: ವಿದ್ಯಾರ್ಥಿನಿ - 619 [460, 1224, 514, 1300]
lead-quote-credit: - ಡಾ. ಕುಮಾರ, ಜಿಲ್ಲಾಧಿಕಾರಿಗಳು, ಮಂಡ್ಯ [372, 212, 470, 220]
header-date: ಏಪ್ರಿಲ್ 24, 2026 ಶುಕ್ರವಾರ [30, 42, 138, 53]
manuscript-col-1: ಮಂಡ್ಯ: ಕೇಂದ್ರ ಸರ್ಕಾರದ ಜ್ಞಾನ ಭಾರತಂ ಮಿಷನ್ ಯೋಜನೆಯಡಿಯಲ್ಲಿ ರಾಷ್ಟ್ರಾದ್ಯಂತ ಲಭ್ಯವಿರುವ ಹಸ್ತಪ್ರತಿಗಳು ಹಾಗೂ ತಾಳೆಗರಿಗಳನ್ನು ಸಂರಕ್ಷಿಸುವ ಉದ್ದೇಶದಿಂದ ಡಿಜಿಟಲೀಕರಣ ಕಾರ್ಯ ಕೈಗೊಳ್ಳಲಾಗಿದೆ. ಜಿಲ್ಲೆಯಲ್ಲಿ ಸಾರ್ವಜನಿಕರು, ಮಠಗಳು, ಸಂಘ ಸಂಸ್ಥೆಗಳು ತಮ್ಮ ಬಳಿ ಇರುವ ಹಸ್ತಪ್ರತಿಗಳ ಮಾಹಿತಿ ನೀಡಬೇಕು. ರಾಷ್ಟ್ರೀಯ ಭಂಡಾರದ (National Repository) ದತ್ತಾಂಶದಲ್ಲಿ ದಾಖಲಿಸಲಾಗುವುದು. ಈ ಮಹತ್ವಪೂರ್ಣವಾದ ಜ್ಞಾನ ಭಾರತಂ ಮಿಷನ್ ಯೋಜನೆಯ ಯಶಸ್ಸಿಗೆ ಸಹಕರಿಸಬೇಕು. [486, 394, 708, 455]
